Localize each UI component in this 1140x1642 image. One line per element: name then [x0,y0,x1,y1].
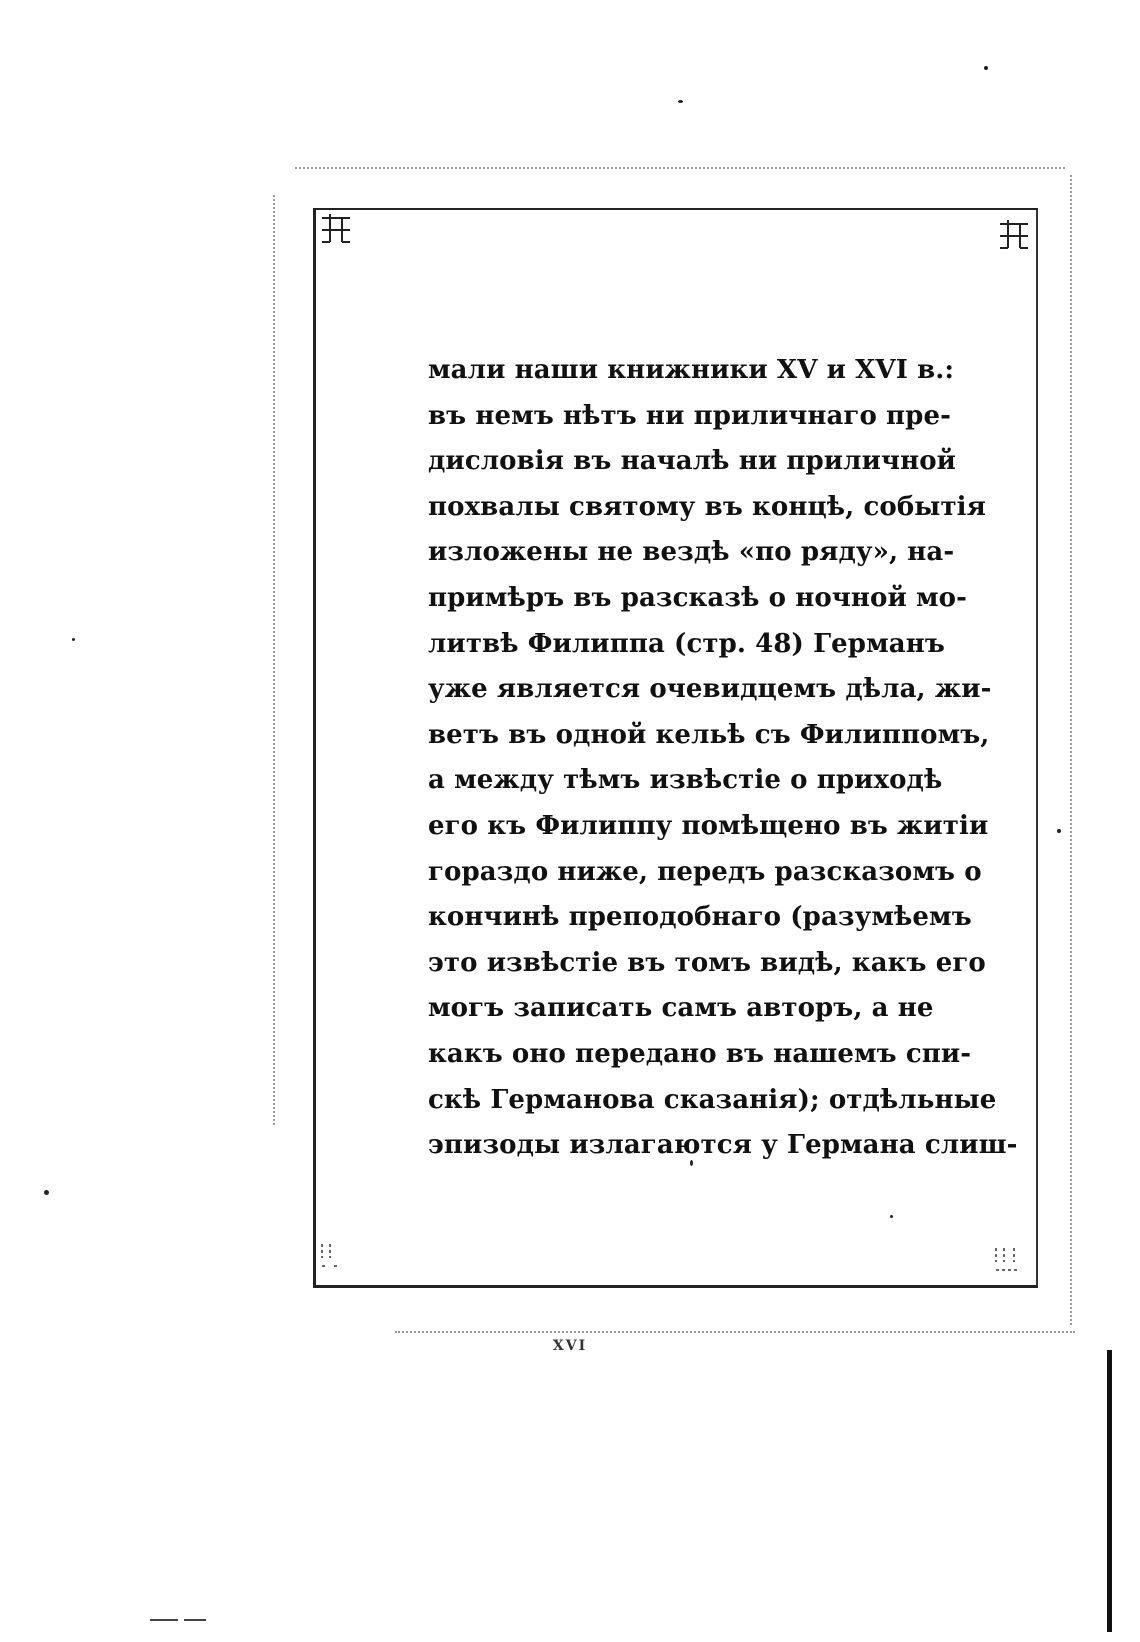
corner-ornament-icon [996,218,1032,254]
top-trim-line [295,167,1065,169]
scan-dash [184,1619,206,1621]
text-line: эпизоды излагаются у Германа слиш- [428,1130,1018,1161]
text-line: могъ записать самъ авторъ, а не [428,993,934,1024]
text-line: похвалы святому въ концѣ, событія [428,491,986,522]
text-line: уже является очевидцемъ дѣла, жи- [428,674,992,705]
text-line: скѣ Германова сказанія); отдѣльные [428,1084,997,1115]
text-line: какъ оно передано въ нашемъ спи- [428,1038,972,1069]
text-line: ветъ въ одной кельѣ съ Филиппомъ, [428,719,990,750]
text-line: мали наши книжники XV и XVI в.: [428,355,955,385]
corner-ornament-icon [990,1244,1026,1280]
text-line: примѣръ въ разсказѣ о ночной мо- [428,582,968,613]
left-trim-line [273,195,275,1125]
text-line: а между тѣмъ извѣстіе о приходѣ [428,765,943,796]
text-line: кончинѣ преподобнаго (разумѣемъ [428,902,972,933]
scan-speck [44,1190,49,1195]
corner-ornament-icon [318,212,354,248]
scan-dash [150,1619,178,1621]
text-line: дисловія въ началѣ ни приличной [428,446,957,477]
scan-speck [678,100,683,103]
text-line: въ немъ нѣтъ ни приличнаго пре- [428,400,951,431]
scan-speck [984,66,988,70]
right-trim-line [1070,175,1072,1325]
text-line: его къ Филиппу помѣщено въ житіи [428,810,989,841]
text-line: гораздо ниже, передъ разсказомъ о [428,856,982,887]
corner-ornament-icon [318,1240,348,1276]
scan-speck [1057,829,1061,833]
bottom-trim-line [395,1331,1075,1333]
body-text [428,348,1018,1169]
scan-speck [890,1215,893,1218]
scan-speck [72,638,75,641]
text-line: изложены не вездѣ «по ряду», на- [428,537,955,568]
text-line: это извѣстіе въ томъ видѣ, какъ его [428,947,986,978]
text-line: литвѣ Филиппа (стр. 48) Германъ [428,628,945,659]
scan-speck [690,1160,693,1166]
scan-edge-bar [1107,1350,1112,1632]
page-number: XVI [552,1338,588,1354]
